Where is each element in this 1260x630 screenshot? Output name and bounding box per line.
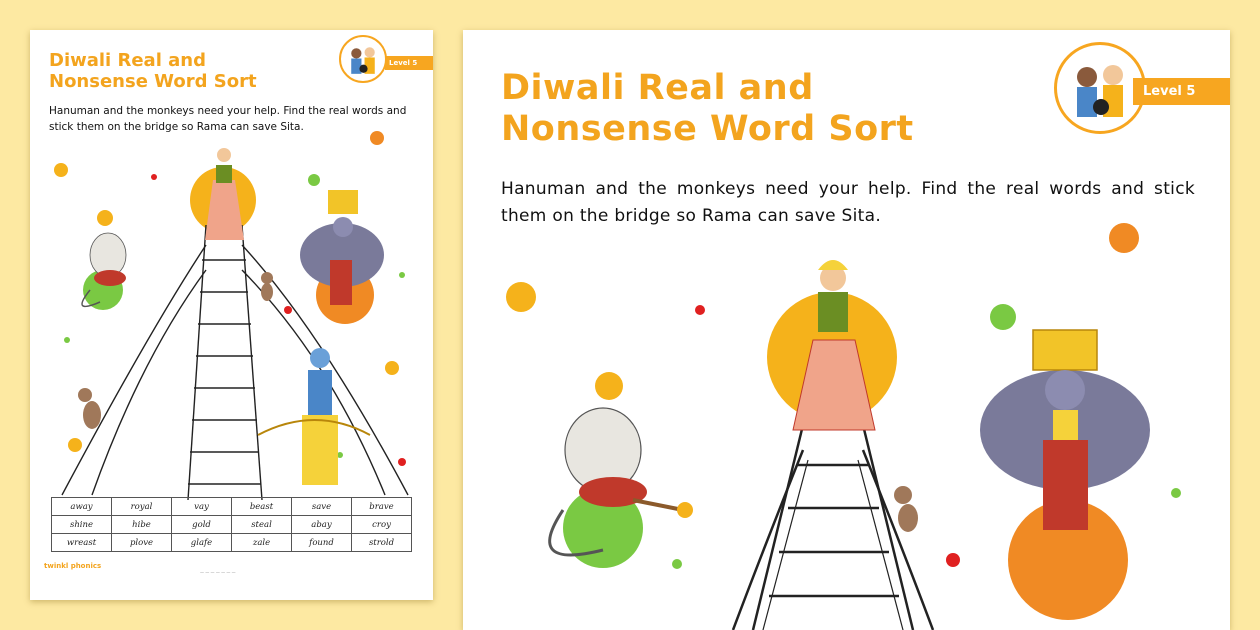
word-cell[interactable]: croy [352, 516, 412, 534]
level-label: Level 5 [1133, 78, 1230, 105]
worksheet-title [49, 50, 309, 92]
table-row [52, 534, 412, 552]
worksheet-zoomed[interactable] [463, 30, 1230, 630]
rama-figure [258, 348, 370, 485]
word-cell[interactable]: zale [232, 534, 292, 552]
word-cell[interactable]: strold [352, 534, 412, 552]
title-line-2: Nonsense Word Sort [49, 71, 257, 93]
ravana-figure-large [980, 330, 1150, 530]
instructions: Hanuman and the monkeys need your help. Find the real words and stick them on the bridge so Rama can save Sita. [501, 179, 1195, 227]
word-cell[interactable]: beast [232, 498, 292, 516]
word-cell[interactable]: glafe [172, 534, 232, 552]
table-row [52, 516, 412, 534]
word-cell[interactable]: hibe [112, 516, 172, 534]
word-cell[interactable]: found [292, 534, 352, 552]
title-line-2: Nonsense Word Sort [501, 108, 914, 149]
word-cell[interactable]: brave [352, 498, 412, 516]
word-cell[interactable]: vay [172, 498, 232, 516]
word-cell[interactable]: abay [292, 516, 352, 534]
kids-avatar-icon [339, 35, 387, 83]
word-cell[interactable]: royal [112, 498, 172, 516]
footer-url-line: — — — — — — — [200, 570, 236, 575]
title-line-1: Diwali Real and [501, 68, 814, 108]
word-sort-table [51, 497, 412, 552]
word-cell[interactable]: plove [112, 534, 172, 552]
table-row [52, 498, 412, 516]
word-cell[interactable]: steal [232, 516, 292, 534]
word-cell[interactable]: save [292, 498, 352, 516]
worksheet-thumbnail[interactable] [30, 30, 433, 600]
word-cell[interactable]: away [52, 498, 112, 516]
monkey-figure-large [894, 486, 918, 532]
word-cell[interactable]: gold [172, 516, 232, 534]
worksheet-title [501, 68, 1061, 150]
twinkl-logo: twinkl phonics [44, 562, 102, 570]
word-cell[interactable]: shine [52, 516, 112, 534]
title-line-1: Diwali Real and [49, 50, 206, 71]
word-cell[interactable]: wreast [52, 534, 112, 552]
level-label: Level 5 [385, 56, 433, 70]
instructions: Hanuman and the monkeys need your help. Find the real words and stick them on the bridge so Rama can save Sita. [49, 105, 407, 133]
